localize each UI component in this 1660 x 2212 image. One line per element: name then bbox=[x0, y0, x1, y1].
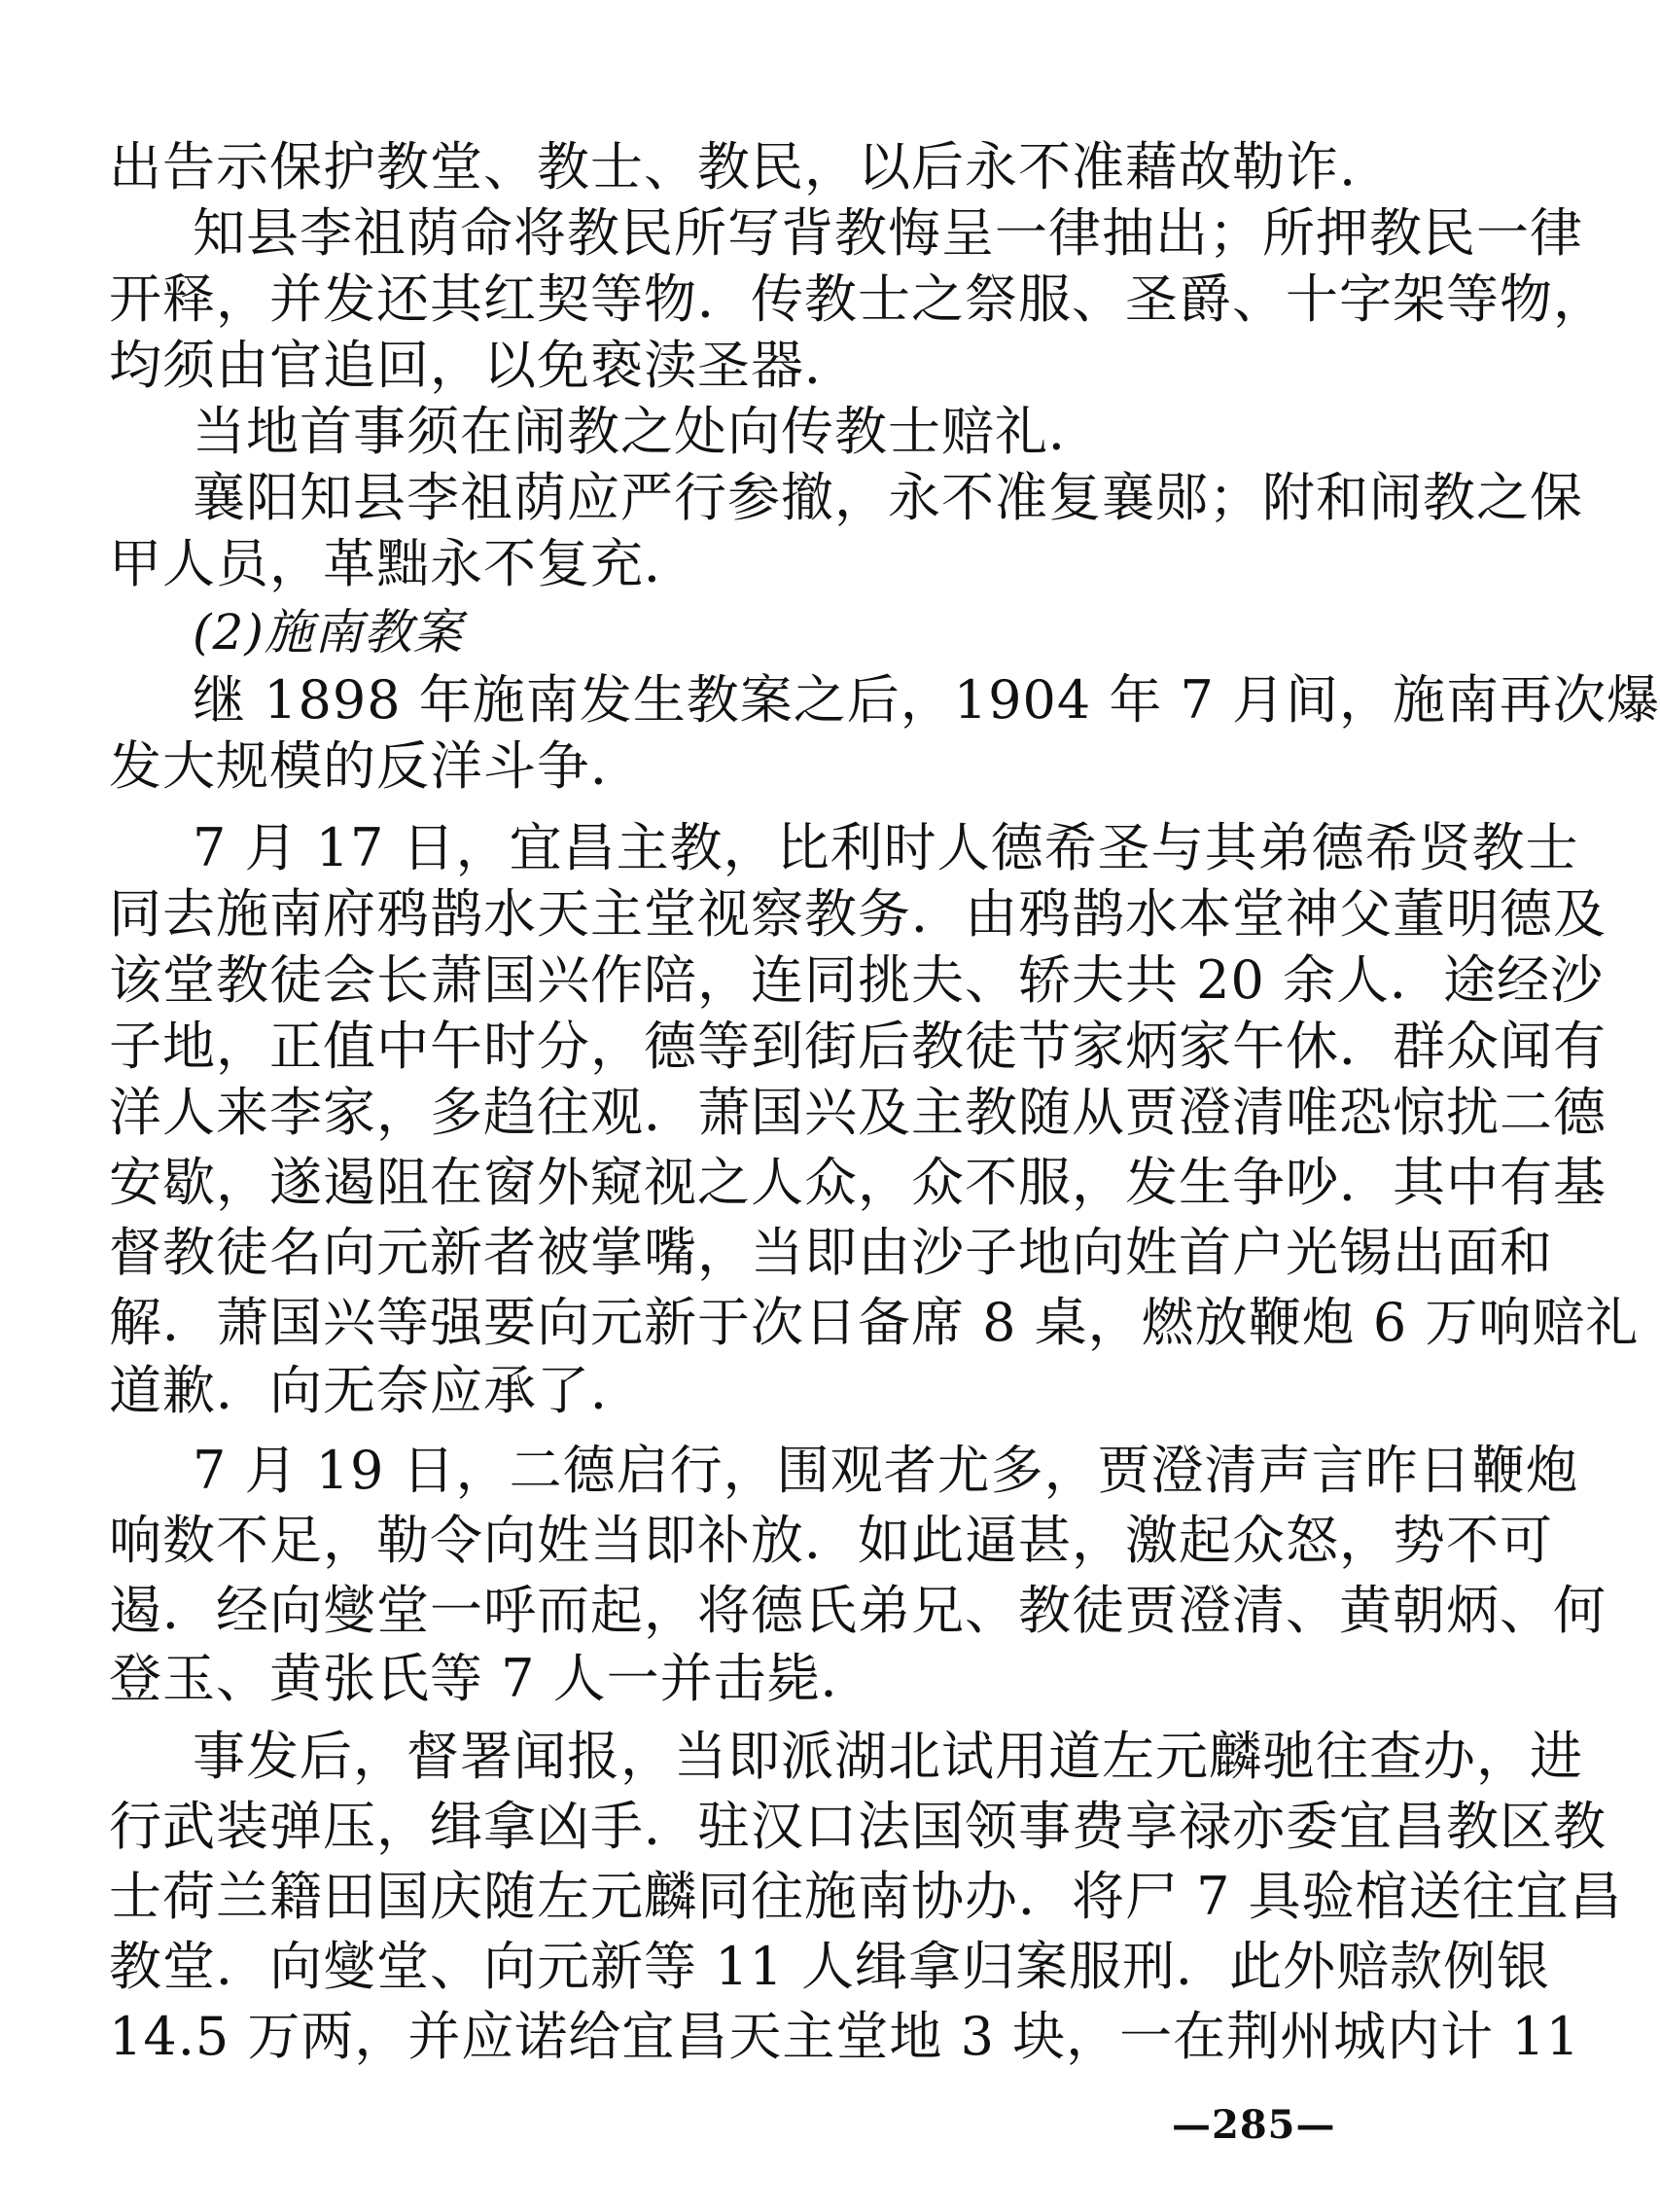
text-line: 事发后，督署闻报，当即派湖北试用道左元麟驰往查办，进 bbox=[193, 1726, 1583, 1787]
text-line: 7 月 19 日，二德启行，围观者尤多，贾澄清声言昨日鞭炮 bbox=[193, 1440, 1579, 1501]
text-line: 知县李祖荫命将教民所写背教悔呈一律抽出；所押教民一律 bbox=[193, 202, 1583, 264]
text-line: 襄阳知县李祖荫应严行参撤，永不准复襄郧；附和闹教之保 bbox=[193, 467, 1583, 528]
text-line: 安歇，遂遏阻在窗外窥视之人众，众不服，发生争吵．其中有基 bbox=[109, 1152, 1607, 1213]
text-line: 当地首事须在闹教之处向传教士赔礼． bbox=[193, 401, 1102, 462]
text-line: 该堂教徒会长萧国兴作陪，连同挑夫、轿夫共 20 余人．途经沙 bbox=[109, 949, 1605, 1011]
text-line: 士荷兰籍田国庆随左元麟同往施南协办．将尸 7 具验棺送往宜昌 bbox=[109, 1866, 1623, 1927]
text-line: 子地，正值中午时分，德等到街后教徒节家炳家午休．群众闻有 bbox=[109, 1016, 1607, 1077]
section-heading: (2)施南教案 bbox=[193, 604, 463, 660]
text-line: 道歉．向无奈应承了． bbox=[109, 1360, 644, 1421]
text-line: 行武装弹压，缉拿凶手．驻汉口法国领事费享禄亦委宜昌教区教 bbox=[109, 1796, 1607, 1857]
text-line: 洋人来李家，多趋往观．萧国兴及主教随从贾澄清唯恐惊扰二德 bbox=[109, 1082, 1607, 1143]
text-line: 开释，并发还其红契等物．传教士之祭服、圣爵、十字架等物， bbox=[109, 268, 1607, 330]
text-line: 教堂．向燮堂、向元新等 11 人缉拿归案服刑．此外赔款例银 bbox=[109, 1936, 1551, 1997]
text-line: 甲人员，革黜永不复充． bbox=[109, 533, 697, 594]
text-line: 14.5 万两，并应诺给宜昌天主堂地 3 块，一在荆州城内计 11 bbox=[109, 2006, 1580, 2067]
text-line: 出告示保护教堂、教士、教民，以后永不准藉故勒诈. bbox=[109, 136, 1358, 197]
text-line: 7 月 17 日，宜昌主教，比利时人德希圣与其弟德希贤教士 bbox=[193, 817, 1579, 878]
text-line: 均须由官追回，以免亵渎圣器． bbox=[109, 335, 858, 396]
text-line: 响数不足，勒令向姓当即补放．如此逼甚，激起众怒，势不可 bbox=[109, 1510, 1553, 1571]
text-line: 遏．经向燮堂一呼而起，将德氏弟兄、教徒贾澄清、黄朝炳、何 bbox=[109, 1580, 1607, 1641]
text-line: 继 1898 年施南发生教案之后，1904 年 7 月间，施南再次爆 bbox=[193, 669, 1660, 731]
text-line: 解．萧国兴等强要向元新于次日备席 8 桌，燃放鞭炮 6 万响赔礼 bbox=[109, 1292, 1640, 1353]
text-line: 同去施南府鸦鹊水天主堂视察教务．由鸦鹊水本堂神父董明德及 bbox=[109, 883, 1607, 945]
text-line: 发大规模的反洋斗争． bbox=[109, 735, 644, 797]
page-number: —285— bbox=[1172, 2102, 1336, 2148]
text-line: 登玉、黄张氏等 7 人一并击毙． bbox=[109, 1648, 874, 1709]
text-line: 督教徒名向元新者被掌嘴，当即由沙子地向姓首户光锡出面和 bbox=[109, 1222, 1553, 1283]
